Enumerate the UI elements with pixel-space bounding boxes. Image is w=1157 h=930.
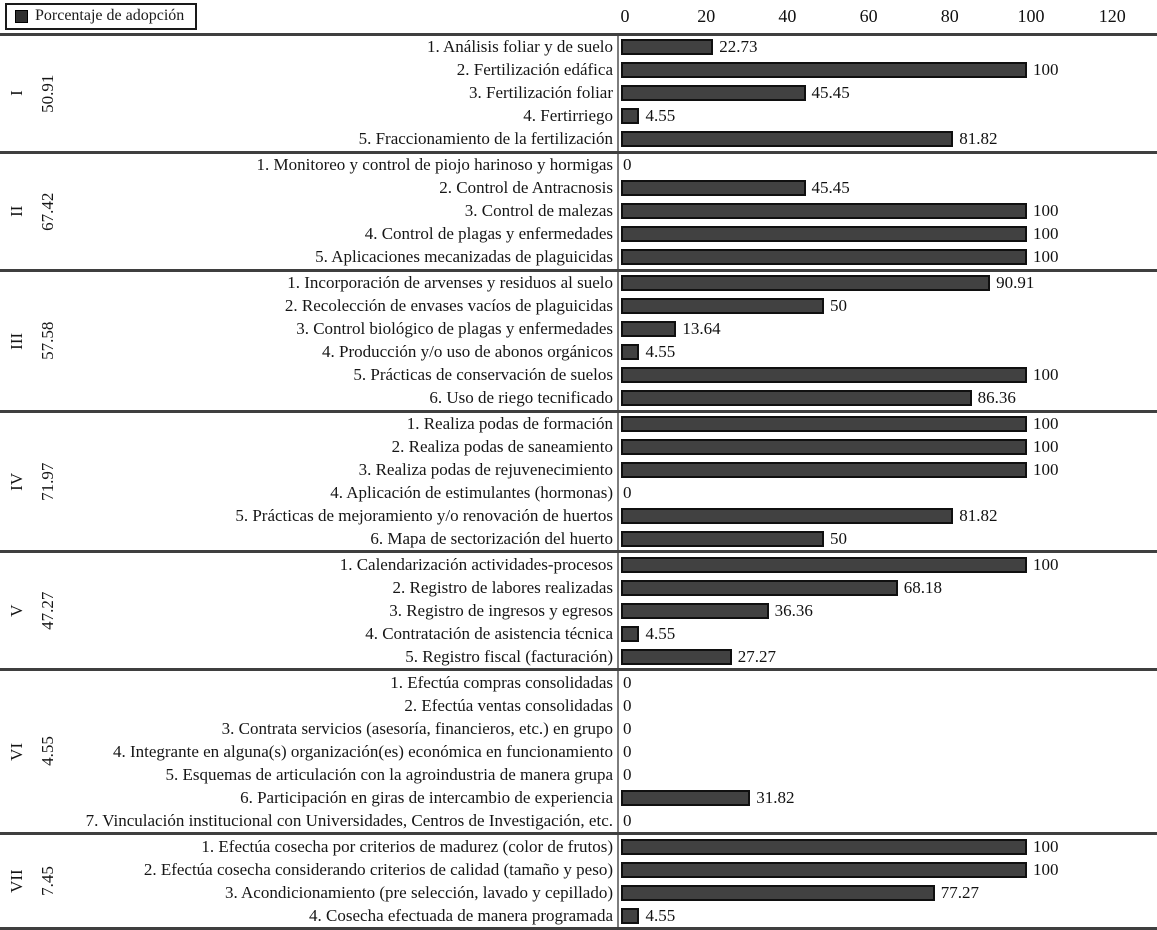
- category-label: 5. Esquemas de articulación con la agroindustria de manera grupa: [165, 764, 613, 784]
- bar-value-label: 4.55: [645, 905, 676, 925]
- bar-value-label: 31.82: [756, 787, 795, 807]
- bar-cell: [617, 387, 1157, 410]
- bar: [621, 203, 1027, 219]
- category-label: 4. Producción y/o uso de abonos orgánicos: [321, 342, 613, 362]
- bar: [621, 344, 639, 360]
- category-label: 3. Acondicionamiento (pre selección, lavado y cepillado): [224, 882, 613, 902]
- table-row: [0, 36, 1157, 59]
- bar: [621, 885, 935, 901]
- bar-value-label: 81.82: [959, 505, 998, 525]
- category-label: 2. Efectúa ventas consolidadas: [404, 695, 613, 715]
- table-row: [0, 645, 1157, 668]
- bar-cell: [617, 904, 1157, 927]
- bar-cell: [617, 246, 1157, 269]
- group-mean-label: 7.45: [38, 866, 57, 896]
- bar-value-label: 0: [623, 695, 632, 715]
- bar: [621, 626, 639, 642]
- x-axis-tick-label: 60: [859, 6, 878, 26]
- bar-value-label: 4.55: [645, 106, 676, 126]
- x-axis-tick-label: 20: [697, 6, 716, 26]
- x-axis-tick-label: 0: [620, 6, 630, 26]
- table-row: [0, 246, 1157, 269]
- x-axis-tick-label: 40: [778, 6, 797, 26]
- category-label: 6. Mapa de sectorización del huerto: [370, 528, 613, 548]
- bar: [621, 249, 1027, 265]
- bar-value-label: 81.82: [959, 129, 998, 149]
- bar-value-label: 100: [1033, 365, 1059, 385]
- bar-cell: [617, 645, 1157, 668]
- table-row: [0, 717, 1157, 740]
- bar-value-label: 36.36: [774, 600, 813, 620]
- bar-cell: [617, 177, 1157, 200]
- bar-value-label: 0: [623, 764, 632, 784]
- category-label: 7. Vinculación institucional con Universidades, Centros de Investigación, etc.: [85, 810, 613, 830]
- table-row: [0, 82, 1157, 105]
- table-row: [0, 387, 1157, 410]
- bar-value-label: 45.45: [811, 83, 850, 103]
- bar: [621, 557, 1027, 573]
- category-label: 1. Efectúa cosecha por criterios de madurez (color de frutos): [201, 836, 613, 856]
- bar-cell: [617, 82, 1157, 105]
- table-row: [0, 128, 1157, 151]
- bar-value-label: 100: [1033, 859, 1059, 879]
- bar-value-label: 0: [623, 741, 632, 761]
- table-row: [0, 59, 1157, 82]
- x-axis: [0, 0, 1157, 33]
- category-label: 5. Fraccionamiento de la fertilización: [358, 129, 613, 149]
- category-label: 4. Control de plagas y enfermedades: [364, 224, 613, 244]
- bar-cell: [617, 59, 1157, 82]
- bar-cell: [617, 128, 1157, 151]
- category-label: 1. Monitoreo y control de piojo harinoso y hormigas: [256, 155, 613, 175]
- table-row: [0, 364, 1157, 387]
- table-row: [0, 154, 1157, 177]
- practice-group-VII: [0, 832, 1157, 927]
- table-row: [0, 576, 1157, 599]
- bar-cell: [617, 154, 1157, 177]
- bar-cell: [617, 809, 1157, 832]
- category-label: 4. Integrante en alguna(s) organización(es) económica en funcionamiento: [112, 741, 613, 761]
- bar-cell: [617, 553, 1157, 576]
- table-row: [0, 459, 1157, 482]
- table-row: [0, 694, 1157, 717]
- bar: [621, 649, 732, 665]
- bar-cell: [617, 200, 1157, 223]
- bar-value-label: 100: [1033, 247, 1059, 267]
- table-row: [0, 599, 1157, 622]
- bar: [621, 439, 1027, 455]
- group-roman-label: II: [7, 205, 26, 217]
- group-roman-label: V: [7, 604, 26, 618]
- group-mean-label: 4.55: [38, 736, 57, 767]
- bar-cell: [617, 105, 1157, 128]
- category-label: 2. Recolección de envases vacíos de plaguicidas: [284, 296, 613, 316]
- table-row: [0, 341, 1157, 364]
- bar: [621, 862, 1027, 878]
- practice-group-IV: [0, 410, 1157, 551]
- group-mean-label: 47.27: [38, 591, 57, 630]
- x-axis-tick-label: 100: [1017, 6, 1045, 26]
- table-row: [0, 786, 1157, 809]
- group-roman-label: VII: [7, 869, 26, 893]
- table-row: [0, 200, 1157, 223]
- table-row: [0, 858, 1157, 881]
- bar-value-label: 45.45: [811, 178, 850, 198]
- bar: [621, 298, 824, 314]
- bar-cell: [617, 786, 1157, 809]
- table-row: [0, 904, 1157, 927]
- bar-value-label: 100: [1033, 201, 1059, 221]
- bar-value-label: 77.27: [940, 882, 979, 902]
- category-label: 3. Control biológico de plagas y enfermedades: [296, 319, 613, 339]
- category-label: 3. Control de malezas: [464, 201, 613, 221]
- bar: [621, 790, 750, 806]
- bar: [621, 275, 990, 291]
- bar: [621, 908, 639, 924]
- bar-value-label: 100: [1033, 836, 1059, 856]
- bar-cell: [617, 272, 1157, 295]
- table-row: [0, 740, 1157, 763]
- table-row: [0, 318, 1157, 341]
- chart-body: [0, 33, 1157, 930]
- category-label: 1. Realiza podas de formación: [406, 414, 613, 434]
- bar-cell: [617, 36, 1157, 59]
- group-roman-label: I: [7, 90, 26, 97]
- bar-cell: [617, 694, 1157, 717]
- table-row: [0, 835, 1157, 858]
- bar-cell: [617, 835, 1157, 858]
- table-row: [0, 504, 1157, 527]
- category-label: 2. Control de Antracnosis: [439, 178, 613, 198]
- bar-cell: [617, 527, 1157, 550]
- table-row: [0, 671, 1157, 694]
- practice-group-V: [0, 550, 1157, 668]
- category-label: 3. Contrata servicios (asesoría, financieros, etc.) en grupo: [221, 718, 613, 738]
- category-label: 1. Calendarización actividades-procesos: [339, 554, 613, 574]
- practice-group-VI: [0, 668, 1157, 832]
- category-label: 5. Aplicaciones mecanizadas de plaguicidas: [315, 247, 613, 267]
- bar: [621, 321, 676, 337]
- x-axis-tick-label: 120: [1098, 6, 1126, 26]
- group-roman-label: IV: [7, 472, 26, 491]
- group-mean-label: 67.42: [38, 192, 57, 231]
- bar-value-label: 0: [623, 718, 632, 738]
- table-row: [0, 809, 1157, 832]
- bar: [621, 226, 1027, 242]
- bar: [621, 462, 1027, 478]
- bar-value-label: 90.91: [996, 273, 1035, 293]
- category-label: 2. Fertilización edáfica: [456, 60, 613, 80]
- bar-cell: [617, 413, 1157, 436]
- bar-cell: [617, 622, 1157, 645]
- category-label: 5. Registro fiscal (facturación): [405, 646, 613, 666]
- bar: [621, 131, 953, 147]
- bar: [621, 531, 824, 547]
- category-label: 2. Registro de labores realizadas: [392, 577, 613, 597]
- table-row: [0, 413, 1157, 436]
- bar: [621, 390, 972, 406]
- group-roman-label: III: [7, 332, 26, 350]
- bar-cell: [617, 599, 1157, 622]
- category-label: 5. Prácticas de conservación de suelos: [353, 365, 613, 385]
- bar-value-label: 50: [830, 528, 847, 548]
- group-mean-label: 57.58: [38, 321, 57, 360]
- group-mean-label: 71.97: [38, 462, 57, 501]
- practice-group-III: [0, 269, 1157, 410]
- category-label: 2. Realiza podas de saneamiento: [391, 437, 613, 457]
- practice-group-II: [0, 151, 1157, 269]
- bar-value-label: 50: [830, 296, 847, 316]
- table-row: [0, 272, 1157, 295]
- bar-value-label: 100: [1033, 554, 1059, 574]
- bar-value-label: 4.55: [645, 623, 676, 643]
- category-label: 3. Fertilización foliar: [469, 83, 613, 103]
- bar-cell: [617, 717, 1157, 740]
- bar: [621, 180, 806, 196]
- bar-value-label: 68.18: [903, 577, 943, 597]
- table-row: [0, 105, 1157, 128]
- bar-value-label: 0: [623, 155, 632, 175]
- category-label: 1. Efectúa compras consolidadas: [390, 672, 613, 692]
- bar-cell: [617, 504, 1157, 527]
- bar-value-label: 100: [1033, 224, 1059, 244]
- bar-value-label: 86.36: [977, 388, 1016, 408]
- table-row: [0, 881, 1157, 904]
- bar-value-label: 13.64: [682, 319, 721, 339]
- bar-value-label: 4.55: [645, 342, 676, 362]
- bar-cell: [617, 671, 1157, 694]
- bar-cell: [617, 740, 1157, 763]
- bar-value-label: 100: [1033, 437, 1059, 457]
- bar: [621, 603, 769, 619]
- bar-cell: [617, 858, 1157, 881]
- group-roman-label: VI: [7, 742, 26, 761]
- legend-label: Porcentaje de adopción: [35, 7, 185, 24]
- bar: [621, 62, 1027, 78]
- table-row: [0, 223, 1157, 246]
- category-label: 3. Registro de ingresos y egresos: [389, 600, 613, 620]
- category-label: 4. Fertirriego: [523, 106, 613, 126]
- bar: [621, 108, 639, 124]
- x-axis-tick-label: 80: [940, 6, 959, 26]
- category-label: 4. Aplicación de estimulantes (hormonas): [330, 482, 613, 502]
- table-row: [0, 553, 1157, 576]
- table-row: [0, 482, 1157, 505]
- bar-cell: [617, 482, 1157, 505]
- bar: [621, 508, 953, 524]
- table-row: [0, 527, 1157, 550]
- bar-value-label: 0: [623, 672, 632, 692]
- bar-value-label: 100: [1033, 460, 1059, 480]
- group-mean-label: 50.91: [38, 74, 57, 113]
- bar-cell: [617, 881, 1157, 904]
- bar-cell: [617, 459, 1157, 482]
- bar: [621, 580, 898, 596]
- bar-value-label: 100: [1033, 414, 1059, 434]
- bar-cell: [617, 763, 1157, 786]
- bar-cell: [617, 295, 1157, 318]
- table-row: [0, 177, 1157, 200]
- table-row: [0, 436, 1157, 459]
- category-label: 1. Incorporación de arvenses y residuos al suelo: [287, 273, 613, 293]
- bar-value-label: 0: [623, 482, 632, 502]
- bar-value-label: 100: [1033, 60, 1059, 80]
- bar: [621, 839, 1027, 855]
- category-label: 3. Realiza podas de rejuvenecimiento: [358, 460, 613, 480]
- bar: [621, 39, 713, 55]
- practice-group-I: [0, 33, 1157, 151]
- category-label: 5. Prácticas de mejoramiento y/o renovación de huertos: [235, 505, 613, 525]
- category-label: 6. Participación en giras de intercambio de experiencia: [240, 787, 613, 807]
- category-label: 1. Análisis foliar y de suelo: [426, 37, 613, 57]
- bar-cell: [617, 576, 1157, 599]
- bar-cell: [617, 318, 1157, 341]
- bar: [621, 367, 1027, 383]
- table-row: [0, 622, 1157, 645]
- bar-cell: [617, 364, 1157, 387]
- bar-cell: [617, 223, 1157, 246]
- bar: [621, 85, 806, 101]
- bar-value-label: 27.27: [737, 646, 776, 666]
- bar-cell: [617, 436, 1157, 459]
- category-label: 2. Efectúa cosecha considerando criterios de calidad (tamaño y peso): [143, 859, 613, 879]
- bar-cell: [617, 341, 1157, 364]
- bar-value-label: 0: [623, 810, 632, 830]
- bar: [621, 416, 1027, 432]
- category-label: 4. Cosecha efectuada de manera programada: [309, 905, 613, 925]
- category-label: 4. Contratación de asistencia técnica: [365, 623, 613, 643]
- category-label: 6. Uso de riego tecnificado: [429, 388, 613, 408]
- table-row: [0, 295, 1157, 318]
- table-row: [0, 763, 1157, 786]
- bar-value-label: 22.73: [719, 37, 758, 57]
